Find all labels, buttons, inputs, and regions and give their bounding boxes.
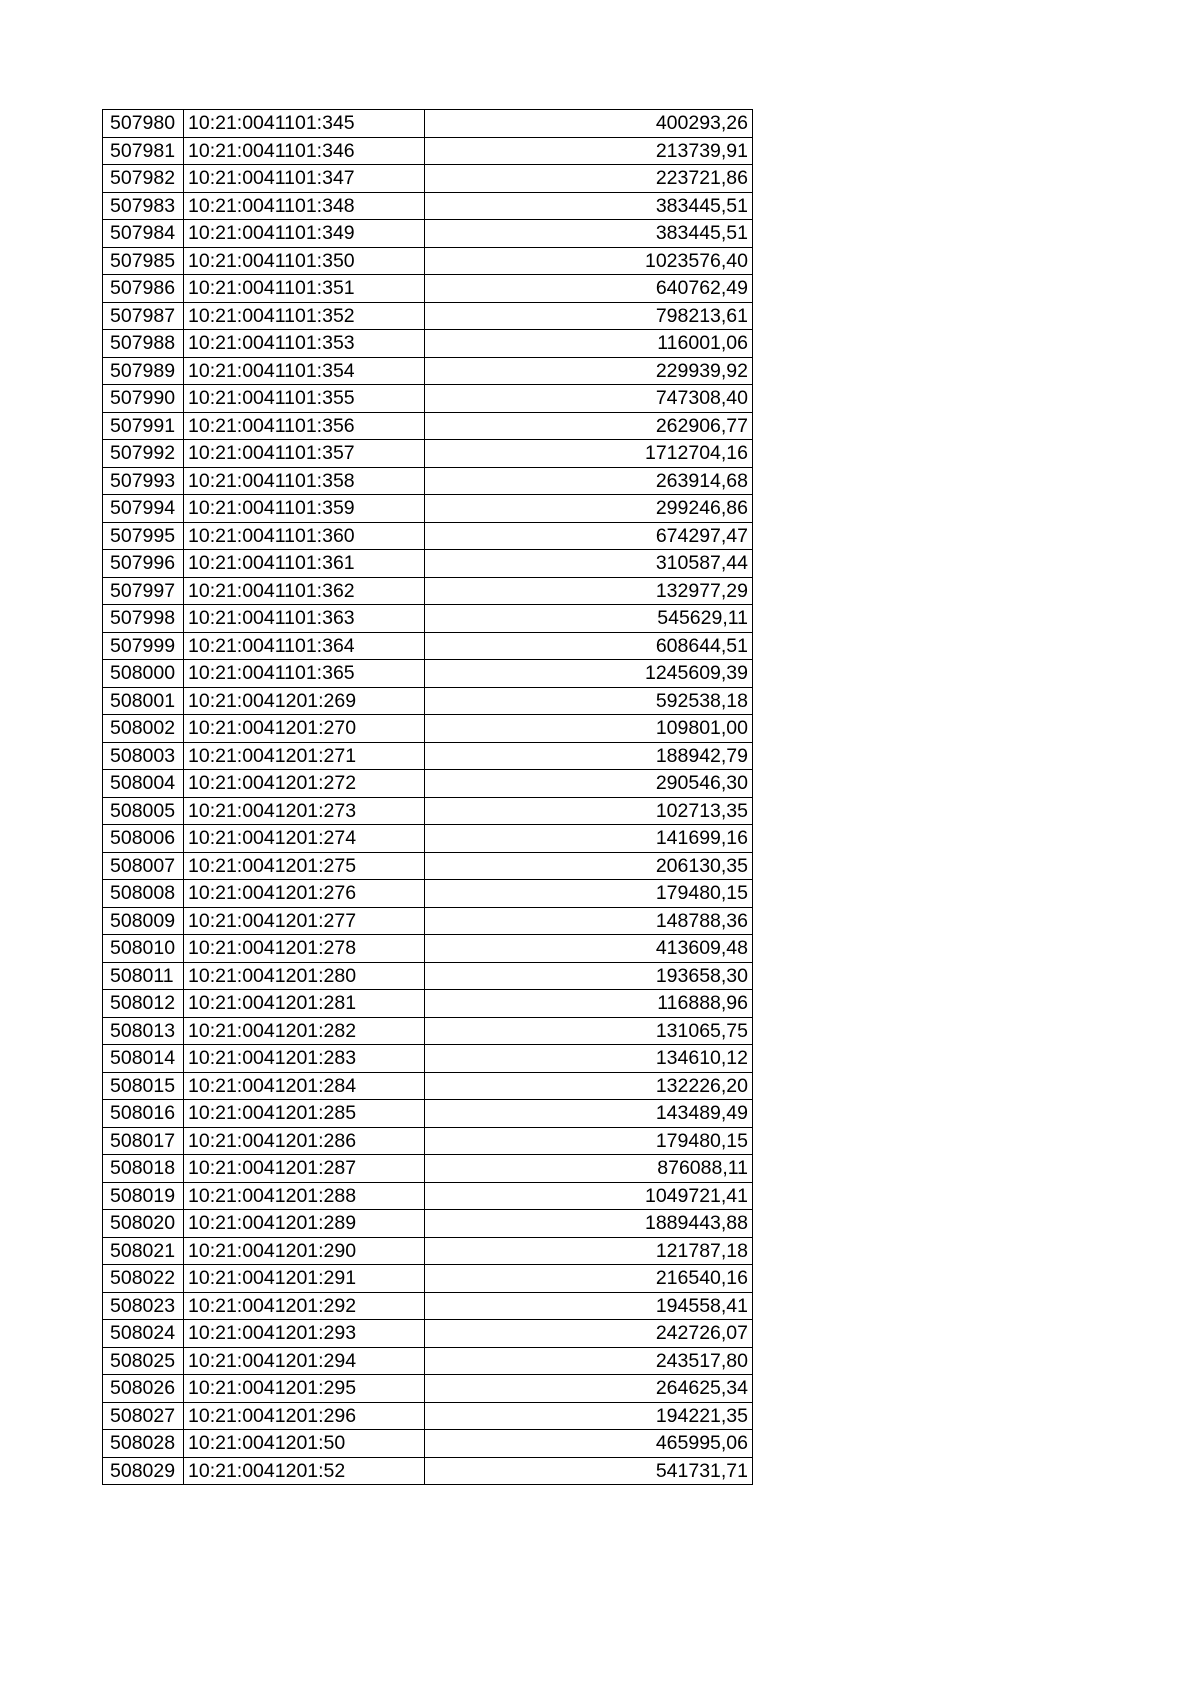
- table-row: [103, 1182, 753, 1210]
- row-number-cell: 508020: [103, 1210, 184, 1238]
- table-row: [103, 110, 753, 138]
- value-cell: 1889443,88: [425, 1210, 753, 1238]
- row-number-cell: 507986: [103, 275, 184, 303]
- value-cell: 223721,86: [425, 165, 753, 193]
- table-row: [103, 577, 753, 605]
- row-number-cell: 508009: [103, 907, 184, 935]
- table-row: [103, 330, 753, 358]
- table-row: [103, 192, 753, 220]
- cadastral-number-cell: 10:21:0041201:292: [184, 1292, 425, 1320]
- table-row: [103, 687, 753, 715]
- row-number-cell: 507980: [103, 110, 184, 138]
- row-number-cell: 507997: [103, 577, 184, 605]
- cadastral-number-cell: 10:21:0041101:364: [184, 632, 425, 660]
- value-cell: 1245609,39: [425, 660, 753, 688]
- row-number-cell: 508023: [103, 1292, 184, 1320]
- table-row: [103, 825, 753, 853]
- value-cell: 102713,35: [425, 797, 753, 825]
- table-row: [103, 852, 753, 880]
- row-number-cell: 507989: [103, 357, 184, 385]
- row-number-cell: 508027: [103, 1402, 184, 1430]
- cadastral-number-cell: 10:21:0041201:284: [184, 1072, 425, 1100]
- table-row: [103, 962, 753, 990]
- cadastral-number-cell: 10:21:0041201:291: [184, 1265, 425, 1293]
- cadastral-number-cell: 10:21:0041201:276: [184, 880, 425, 908]
- table-row: [103, 440, 753, 468]
- cadastral-number-cell: 10:21:0041201:277: [184, 907, 425, 935]
- row-number-cell: 507999: [103, 632, 184, 660]
- cadastral-number-cell: 10:21:0041201:295: [184, 1375, 425, 1403]
- value-cell: 541731,71: [425, 1457, 753, 1485]
- table-row: [103, 1347, 753, 1375]
- value-cell: 383445,51: [425, 192, 753, 220]
- data-table: [102, 109, 753, 1485]
- value-cell: 121787,18: [425, 1237, 753, 1265]
- table-row: [103, 412, 753, 440]
- value-cell: 263914,68: [425, 467, 753, 495]
- table-row: [103, 550, 753, 578]
- row-number-cell: 508019: [103, 1182, 184, 1210]
- table-row: [103, 1072, 753, 1100]
- value-cell: 290546,30: [425, 770, 753, 798]
- table-row: [103, 797, 753, 825]
- row-number-cell: 508005: [103, 797, 184, 825]
- row-number-cell: 507992: [103, 440, 184, 468]
- table-row: [103, 220, 753, 248]
- row-number-cell: 507984: [103, 220, 184, 248]
- row-number-cell: 508026: [103, 1375, 184, 1403]
- row-number-cell: 508024: [103, 1320, 184, 1348]
- table-row: [103, 907, 753, 935]
- table-row: [103, 1292, 753, 1320]
- table-row: [103, 1210, 753, 1238]
- table-row: [103, 1155, 753, 1183]
- value-cell: 299246,86: [425, 495, 753, 523]
- table-row: [103, 137, 753, 165]
- table-row: [103, 1017, 753, 1045]
- value-cell: 383445,51: [425, 220, 753, 248]
- table-row: [103, 1320, 753, 1348]
- table-row: [103, 1430, 753, 1458]
- value-cell: 143489,49: [425, 1100, 753, 1128]
- value-cell: 798213,61: [425, 302, 753, 330]
- cadastral-number-cell: 10:21:0041201:288: [184, 1182, 425, 1210]
- cadastral-number-cell: 10:21:0041101:351: [184, 275, 425, 303]
- row-number-cell: 508021: [103, 1237, 184, 1265]
- table-row: [103, 302, 753, 330]
- value-cell: 141699,16: [425, 825, 753, 853]
- value-cell: 116001,06: [425, 330, 753, 358]
- row-number-cell: 508002: [103, 715, 184, 743]
- value-cell: 134610,12: [425, 1045, 753, 1073]
- value-cell: 188942,79: [425, 742, 753, 770]
- row-number-cell: 507996: [103, 550, 184, 578]
- table-row: [103, 1375, 753, 1403]
- cadastral-number-cell: 10:21:0041101:362: [184, 577, 425, 605]
- value-cell: 193658,30: [425, 962, 753, 990]
- row-number-cell: 508003: [103, 742, 184, 770]
- cadastral-number-cell: 10:21:0041201:290: [184, 1237, 425, 1265]
- cadastral-number-cell: 10:21:0041101:354: [184, 357, 425, 385]
- row-number-cell: 507985: [103, 247, 184, 275]
- row-number-cell: 508010: [103, 935, 184, 963]
- value-cell: 243517,80: [425, 1347, 753, 1375]
- value-cell: 229939,92: [425, 357, 753, 385]
- table-row: [103, 1100, 753, 1128]
- value-cell: 1023576,40: [425, 247, 753, 275]
- cadastral-number-cell: 10:21:0041201:271: [184, 742, 425, 770]
- row-number-cell: 508022: [103, 1265, 184, 1293]
- row-number-cell: 507983: [103, 192, 184, 220]
- cadastral-number-cell: 10:21:0041201:287: [184, 1155, 425, 1183]
- value-cell: 116888,96: [425, 990, 753, 1018]
- row-number-cell: 507981: [103, 137, 184, 165]
- table-row: [103, 495, 753, 523]
- row-number-cell: 508001: [103, 687, 184, 715]
- value-cell: 465995,06: [425, 1430, 753, 1458]
- row-number-cell: 508029: [103, 1457, 184, 1485]
- cadastral-number-cell: 10:21:0041101:357: [184, 440, 425, 468]
- row-number-cell: 507995: [103, 522, 184, 550]
- value-cell: 592538,18: [425, 687, 753, 715]
- value-cell: 132977,29: [425, 577, 753, 605]
- value-cell: 310587,44: [425, 550, 753, 578]
- table-row: [103, 247, 753, 275]
- value-cell: 109801,00: [425, 715, 753, 743]
- row-number-cell: 507982: [103, 165, 184, 193]
- cadastral-number-cell: 10:21:0041201:50: [184, 1430, 425, 1458]
- value-cell: 213739,91: [425, 137, 753, 165]
- row-number-cell: 508014: [103, 1045, 184, 1073]
- cadastral-number-cell: 10:21:0041101:348: [184, 192, 425, 220]
- table-row: [103, 770, 753, 798]
- value-cell: 132226,20: [425, 1072, 753, 1100]
- row-number-cell: 507993: [103, 467, 184, 495]
- cadastral-number-cell: 10:21:0041201:282: [184, 1017, 425, 1045]
- cadastral-number-cell: 10:21:0041201:280: [184, 962, 425, 990]
- value-cell: 216540,16: [425, 1265, 753, 1293]
- row-number-cell: 507987: [103, 302, 184, 330]
- value-cell: 194221,35: [425, 1402, 753, 1430]
- table-row: [103, 632, 753, 660]
- table-row: [103, 385, 753, 413]
- value-cell: 400293,26: [425, 110, 753, 138]
- value-cell: 242726,07: [425, 1320, 753, 1348]
- table-row: [103, 742, 753, 770]
- cadastral-number-cell: 10:21:0041201:272: [184, 770, 425, 798]
- table-row: [103, 1457, 753, 1485]
- row-number-cell: 507998: [103, 605, 184, 633]
- cadastral-number-cell: 10:21:0041101:358: [184, 467, 425, 495]
- row-number-cell: 508007: [103, 852, 184, 880]
- cadastral-number-cell: 10:21:0041101:346: [184, 137, 425, 165]
- value-cell: 640762,49: [425, 275, 753, 303]
- table-row: [103, 165, 753, 193]
- cadastral-number-cell: 10:21:0041201:289: [184, 1210, 425, 1238]
- row-number-cell: 508025: [103, 1347, 184, 1375]
- cadastral-number-cell: 10:21:0041201:293: [184, 1320, 425, 1348]
- table-body: [103, 110, 753, 1485]
- value-cell: 545629,11: [425, 605, 753, 633]
- value-cell: 179480,15: [425, 880, 753, 908]
- cadastral-number-cell: 10:21:0041201:52: [184, 1457, 425, 1485]
- cadastral-number-cell: 10:21:0041201:274: [184, 825, 425, 853]
- row-number-cell: 507991: [103, 412, 184, 440]
- table-row: [103, 660, 753, 688]
- cadastral-number-cell: 10:21:0041201:270: [184, 715, 425, 743]
- value-cell: 148788,36: [425, 907, 753, 935]
- table-row: [103, 1402, 753, 1430]
- value-cell: 1049721,41: [425, 1182, 753, 1210]
- table-row: [103, 357, 753, 385]
- cadastral-number-cell: 10:21:0041201:294: [184, 1347, 425, 1375]
- row-number-cell: 507994: [103, 495, 184, 523]
- table-row: [103, 935, 753, 963]
- value-cell: 608644,51: [425, 632, 753, 660]
- cadastral-number-cell: 10:21:0041201:296: [184, 1402, 425, 1430]
- value-cell: 194558,41: [425, 1292, 753, 1320]
- cadastral-number-cell: 10:21:0041101:356: [184, 412, 425, 440]
- cadastral-number-cell: 10:21:0041101:365: [184, 660, 425, 688]
- row-number-cell: 508018: [103, 1155, 184, 1183]
- cadastral-number-cell: 10:21:0041201:283: [184, 1045, 425, 1073]
- cadastral-number-cell: 10:21:0041201:278: [184, 935, 425, 963]
- row-number-cell: 508004: [103, 770, 184, 798]
- value-cell: 206130,35: [425, 852, 753, 880]
- cadastral-number-cell: 10:21:0041201:273: [184, 797, 425, 825]
- cadastral-number-cell: 10:21:0041101:359: [184, 495, 425, 523]
- cadastral-number-cell: 10:21:0041101:352: [184, 302, 425, 330]
- table-row: [103, 715, 753, 743]
- row-number-cell: 508000: [103, 660, 184, 688]
- row-number-cell: 508011: [103, 962, 184, 990]
- value-cell: 262906,77: [425, 412, 753, 440]
- table-row: [103, 467, 753, 495]
- table-row: [103, 880, 753, 908]
- value-cell: 413609,48: [425, 935, 753, 963]
- value-cell: 179480,15: [425, 1127, 753, 1155]
- value-cell: 1712704,16: [425, 440, 753, 468]
- value-cell: 674297,47: [425, 522, 753, 550]
- table-row: [103, 990, 753, 1018]
- cadastral-number-cell: 10:21:0041101:353: [184, 330, 425, 358]
- cadastral-number-cell: 10:21:0041101:350: [184, 247, 425, 275]
- cadastral-number-cell: 10:21:0041201:275: [184, 852, 425, 880]
- cadastral-number-cell: 10:21:0041101:347: [184, 165, 425, 193]
- row-number-cell: 508028: [103, 1430, 184, 1458]
- cadastral-number-cell: 10:21:0041201:286: [184, 1127, 425, 1155]
- table-row: [103, 1265, 753, 1293]
- row-number-cell: 508017: [103, 1127, 184, 1155]
- cadastral-number-cell: 10:21:0041101:345: [184, 110, 425, 138]
- table-row: [103, 522, 753, 550]
- row-number-cell: 508013: [103, 1017, 184, 1045]
- value-cell: 131065,75: [425, 1017, 753, 1045]
- cadastral-number-cell: 10:21:0041101:360: [184, 522, 425, 550]
- cadastral-number-cell: 10:21:0041201:281: [184, 990, 425, 1018]
- value-cell: 876088,11: [425, 1155, 753, 1183]
- row-number-cell: 508016: [103, 1100, 184, 1128]
- row-number-cell: 507990: [103, 385, 184, 413]
- row-number-cell: 508012: [103, 990, 184, 1018]
- table-row: [103, 1127, 753, 1155]
- row-number-cell: 508008: [103, 880, 184, 908]
- table-row: [103, 275, 753, 303]
- table-row: [103, 1045, 753, 1073]
- cadastral-number-cell: 10:21:0041201:269: [184, 687, 425, 715]
- cadastral-number-cell: 10:21:0041101:363: [184, 605, 425, 633]
- row-number-cell: 508015: [103, 1072, 184, 1100]
- table-row: [103, 1237, 753, 1265]
- value-cell: 747308,40: [425, 385, 753, 413]
- cadastral-number-cell: 10:21:0041101:349: [184, 220, 425, 248]
- cadastral-number-cell: 10:21:0041101:355: [184, 385, 425, 413]
- row-number-cell: 508006: [103, 825, 184, 853]
- table-row: [103, 605, 753, 633]
- row-number-cell: 507988: [103, 330, 184, 358]
- cadastral-number-cell: 10:21:0041201:285: [184, 1100, 425, 1128]
- value-cell: 264625,34: [425, 1375, 753, 1403]
- cadastral-number-cell: 10:21:0041101:361: [184, 550, 425, 578]
